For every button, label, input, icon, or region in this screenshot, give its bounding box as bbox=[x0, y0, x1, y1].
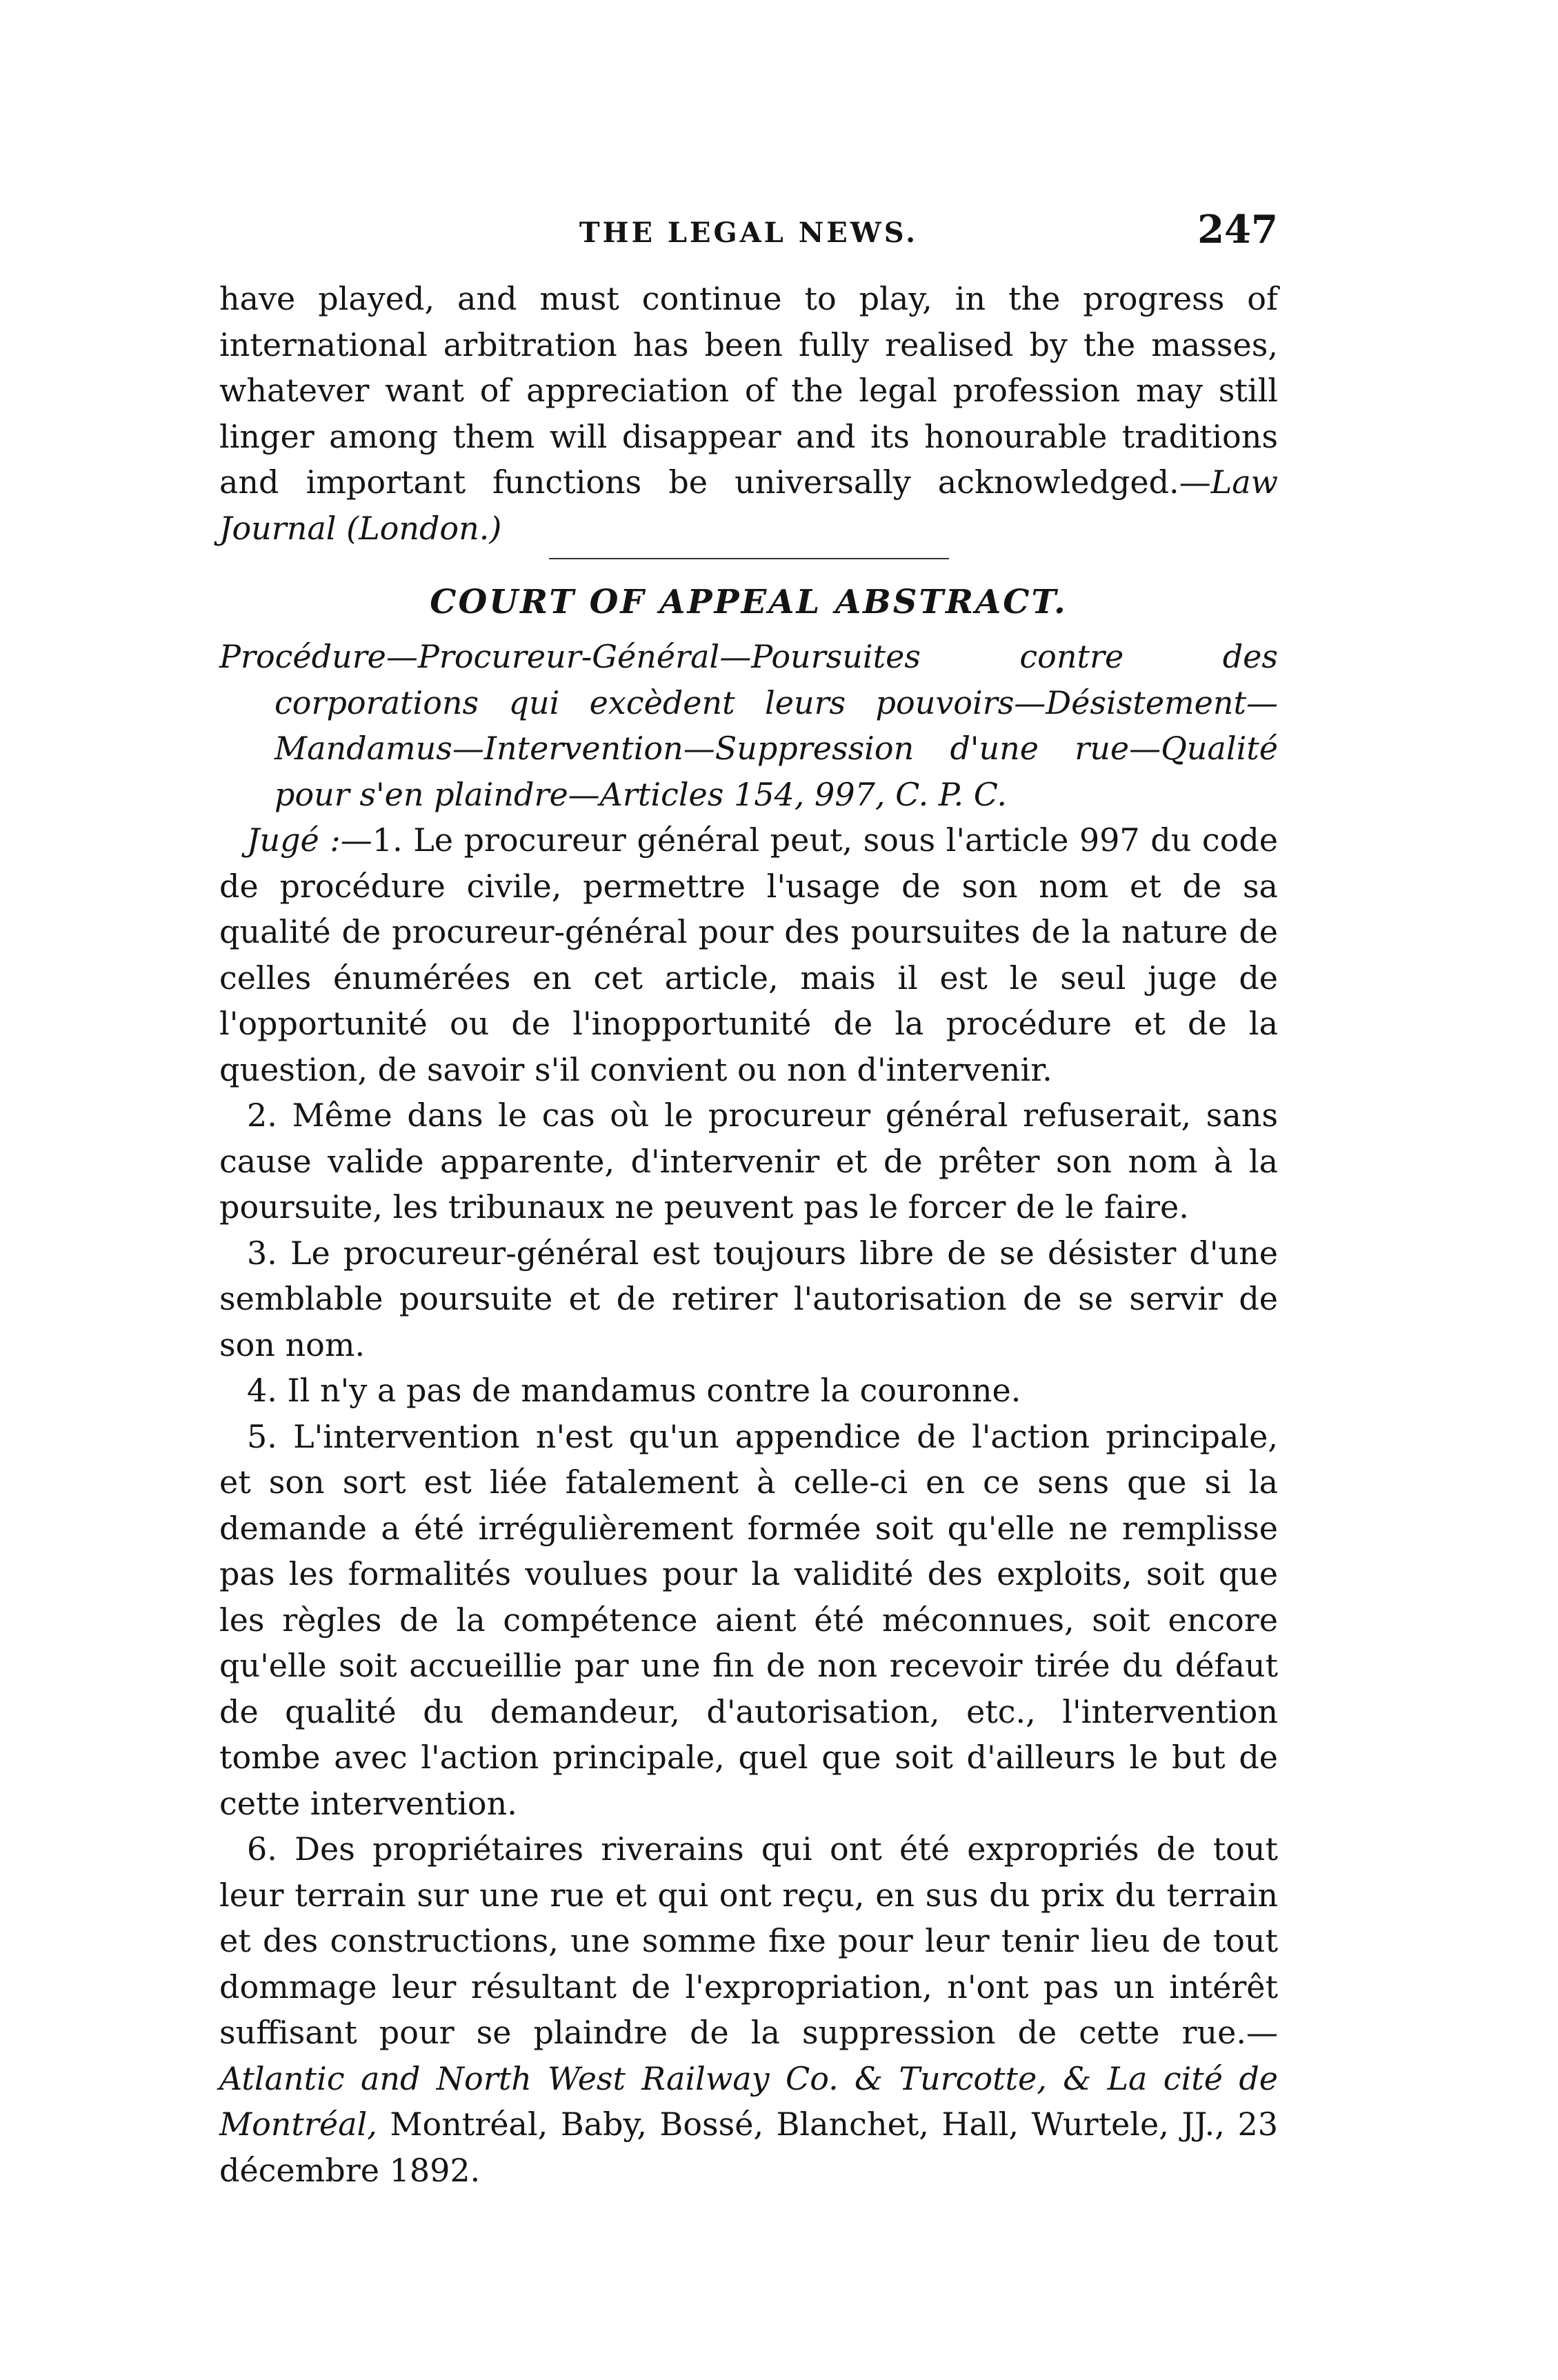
holding-6 bbox=[219, 1826, 1278, 2193]
intro-paragraph bbox=[219, 276, 1278, 551]
headnote: Procédure—Procureur-Général—Poursuites contre des corporations qui excèdent leurs pouvoirs—Désistement—Mandamus—Intervention—Suppression d'une rue—Qualité pour s'en plaindre—Articles 154, 997, C. P. C. bbox=[219, 638, 1278, 813]
page bbox=[219, 207, 1278, 2193]
holding-2: 2. Même dans le cas où le procureur général refuserait, sans cause valide apparente, d'intervenir et de prêter son nom à la poursuite, les tribunaux ne peuvent pas le forcer de le faire. bbox=[219, 1097, 1278, 1226]
journal-title: THE LEGAL NEWS. bbox=[579, 217, 919, 249]
intro-source: Law Journal (London.) bbox=[219, 463, 1278, 547]
holding-1-text: —1. Le procureur général peut, sous l'article 997 du code de procédure civile, permettre l'usage de son nom et de sa qualité de procureur-général pour des poursuites de la nature de celles énumérées en cet article, mais il est le seul juge de l'opportunité ou de l'inopportunité de la procédure et de la question, de savoir s'il convient ou non d'intervenir. bbox=[219, 821, 1278, 1088]
holding-6-text: 6. Des propriétaires riverains qui ont été expropriés de tout leur terrain sur une rue et qui ont reçu, en sus du prix du terrain et des constructions, une somme fixe pour leur tenir lieu de tout dommage leur résultant de l'expropriation, n'ont pas un intérêt suffisant pour se plaindre de la suppression de cette rue.— bbox=[219, 1830, 1278, 2051]
holding-label: Jugé : bbox=[247, 821, 341, 859]
holding-4: 4. Il n'y a pas de mandamus contre la couronne. bbox=[247, 1372, 1021, 1409]
intro-text: have played, and must continue to play, in the progress of international arbitration has been fully realised by the masses, whatever want of appreciation of the legal profession may still linger among them will disappear and its honourable traditions and important functions be universally acknowledged.— bbox=[219, 280, 1278, 501]
holding-5: 5. L'intervention n'est qu'un appendice de l'action principale, et son sort est liée fatalement à celle-ci en ce sens que si la demande a été irrégulièrement formée soit qu'elle ne remplisse pas les formalités voulues pour la validité des exploits, soit que les règles de la compétence aient été méconnues, soit encore qu'elle soit accueillie par une fin de non recevoir tirée du défaut de qualité du demandeur, d'autorisation, etc., l'intervention tombe avec l'action principale, quel que soit d'ailleurs le but de cette intervention. bbox=[219, 1417, 1278, 1822]
holding-3: 3. Le procureur-général est toujours libre de se désister d'une semblable poursuite et de retirer l'autorisation de se servir de son nom. bbox=[219, 1234, 1278, 1363]
citation-case-name: Atlantic and North West Railway Co. & Turcotte, & La cité de Montréal, bbox=[219, 2059, 1278, 2143]
holding-1 bbox=[219, 817, 1278, 1092]
section-title: COURT OF APPEAL ABSTRACT. bbox=[430, 583, 1068, 621]
page-number: 247 bbox=[1197, 207, 1278, 252]
section-divider bbox=[549, 558, 949, 559]
citation-details: Montréal, Baby, Bossé, Blanchet, Hall, Wurtele, JJ., 23 décembre 1892. bbox=[219, 2106, 1278, 2189]
running-head bbox=[219, 207, 1278, 262]
